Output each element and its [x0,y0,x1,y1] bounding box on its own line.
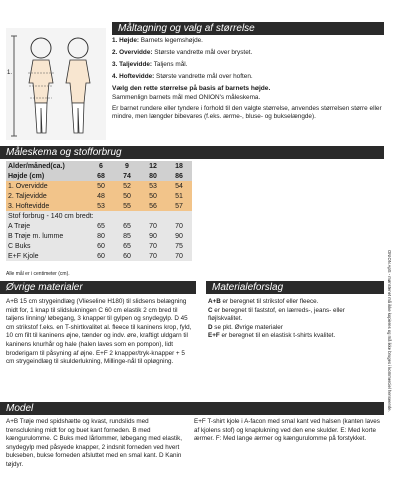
other-text: A+B 15 cm strygeindlæg (Vlieseline H180) til slidsens belægning midt for, 1 knap til slidslukningen C 60 cm elastik 2 cm bred til taljens linning/ løbegang, 3 knapper til gylpen og snydegylp. D 45 cm strikstof f.eks. en T-shirtkvalitet al. fleece til kaninens krop, fyld, 10 cm filt til kaninens øjne, tænder og indv. øre, kraftigt uldgarn til kaninens knurhår og hale (halen laves som en pompon), lidt broderigarn til påsyning af øjne. E+F 2 knapper/tryk-knapper + 5 cm strygeindlæg til skulderlukning, Millinge-nål til opløgning. [6,298,192,366]
model-right-text: E+F T-shirt kjole i A-facon med smal kant ved halsen (kanten laves af kjolens stof) og knaplukning ved den ene skulder. E: Med korte ærmer. F: Med lange ærmer og kængurulomme på forstykket. [194,418,380,443]
materials-c: C er beregnet til faststof, en lærreds-, jeans- eller fløjlskvalitet. [208,306,345,323]
model-title-bar [0,402,384,415]
table-row: A Trøje 65 65 70 70 [6,221,192,231]
table-footnote: Alle mål er i centimeter (cm). [6,271,70,277]
other-title: Øvrige materialer [6,282,83,293]
measure-item: 1. Højde: Barnets legemshøjde. [112,37,203,44]
measure-compare: Sammenlign barnets mål med ONION's måleskema. [112,94,261,101]
table-row: 1. Overvidde 50 52 53 54 [6,181,192,191]
figure-label: 1. [7,70,13,76]
materials-ab: A+B er beregnet til strikstof eller fleece. [208,298,319,305]
measure-title: Måltagning og valg af størrelse [118,23,255,34]
table-row: C Buks 60 65 70 75 [6,241,192,251]
table-row: B Trøje m. lumme 80 85 90 90 [6,231,192,241]
table-row: 3. Hoftevidde 53 55 56 57 [6,201,192,211]
measure-title-bar [112,22,384,35]
measure-text [112,36,394,121]
table-title: Måleskema og stofforbrug [6,147,122,158]
model-title: Model [6,403,34,414]
materials-text [208,298,378,341]
materials-d: D se pkt. Øvrige materialer [208,323,283,331]
materials-title: Materialeforslag [212,282,284,293]
copyright-side-note: ONION ApS - mønstenet må ikke kopieres og må ikke bruges i kommerciel henseende. [387,250,392,412]
table-row: Højde (cm) 68 74 80 86 [6,171,192,181]
table-row: Alder/måned(ca.) 6 9 12 18 [6,161,192,171]
other-title-bar [0,281,196,294]
table-row: 2. Taljevidde 48 50 50 51 [6,191,192,201]
materials-ef: E+F er beregnet til en elastisk t-shirts kvalitet. [208,332,336,340]
table-row: Stof forbrug - 140 cm bredt: [6,211,192,221]
model-left-text: A+B Trøje med spidshætte og kvast, rundslids med trensclukning midt for og buet kant forneden. B med kængurulomme. C Buks med lårlommer, løbegang med elastik, snydegylp med påsyede knapper, 2 indsnit forneden ved hvert bukseben, bukse forneden afsluttet med en smal kant. D Kanin tøjdyr. [6,418,183,468]
measure-headline: Vælg den rette størrelse på basis af barnets højde. [112,85,271,92]
measure-item: 3. Taljevidde: Taljens mål. [112,61,188,68]
measure-note: Er barnet rundere eller tyndere i forhold til den valgte størrelse, anvendes størrelsen større eller mindre, men længder bibevares (f.eks. ærme-, bluse- og bukselængde). [112,105,382,120]
measure-item: 4. Hoftevidde: Største vandrette mål over hoften. [112,73,253,80]
children-figure [6,28,106,140]
materials-title-bar [206,281,384,294]
table-title-bar [0,146,384,159]
size-table [6,161,192,261]
table-row: E+F Kjole 60 60 70 70 [6,251,192,261]
measure-item: 2. Overvidde: Største vandrette mål over brystet. [112,49,253,56]
